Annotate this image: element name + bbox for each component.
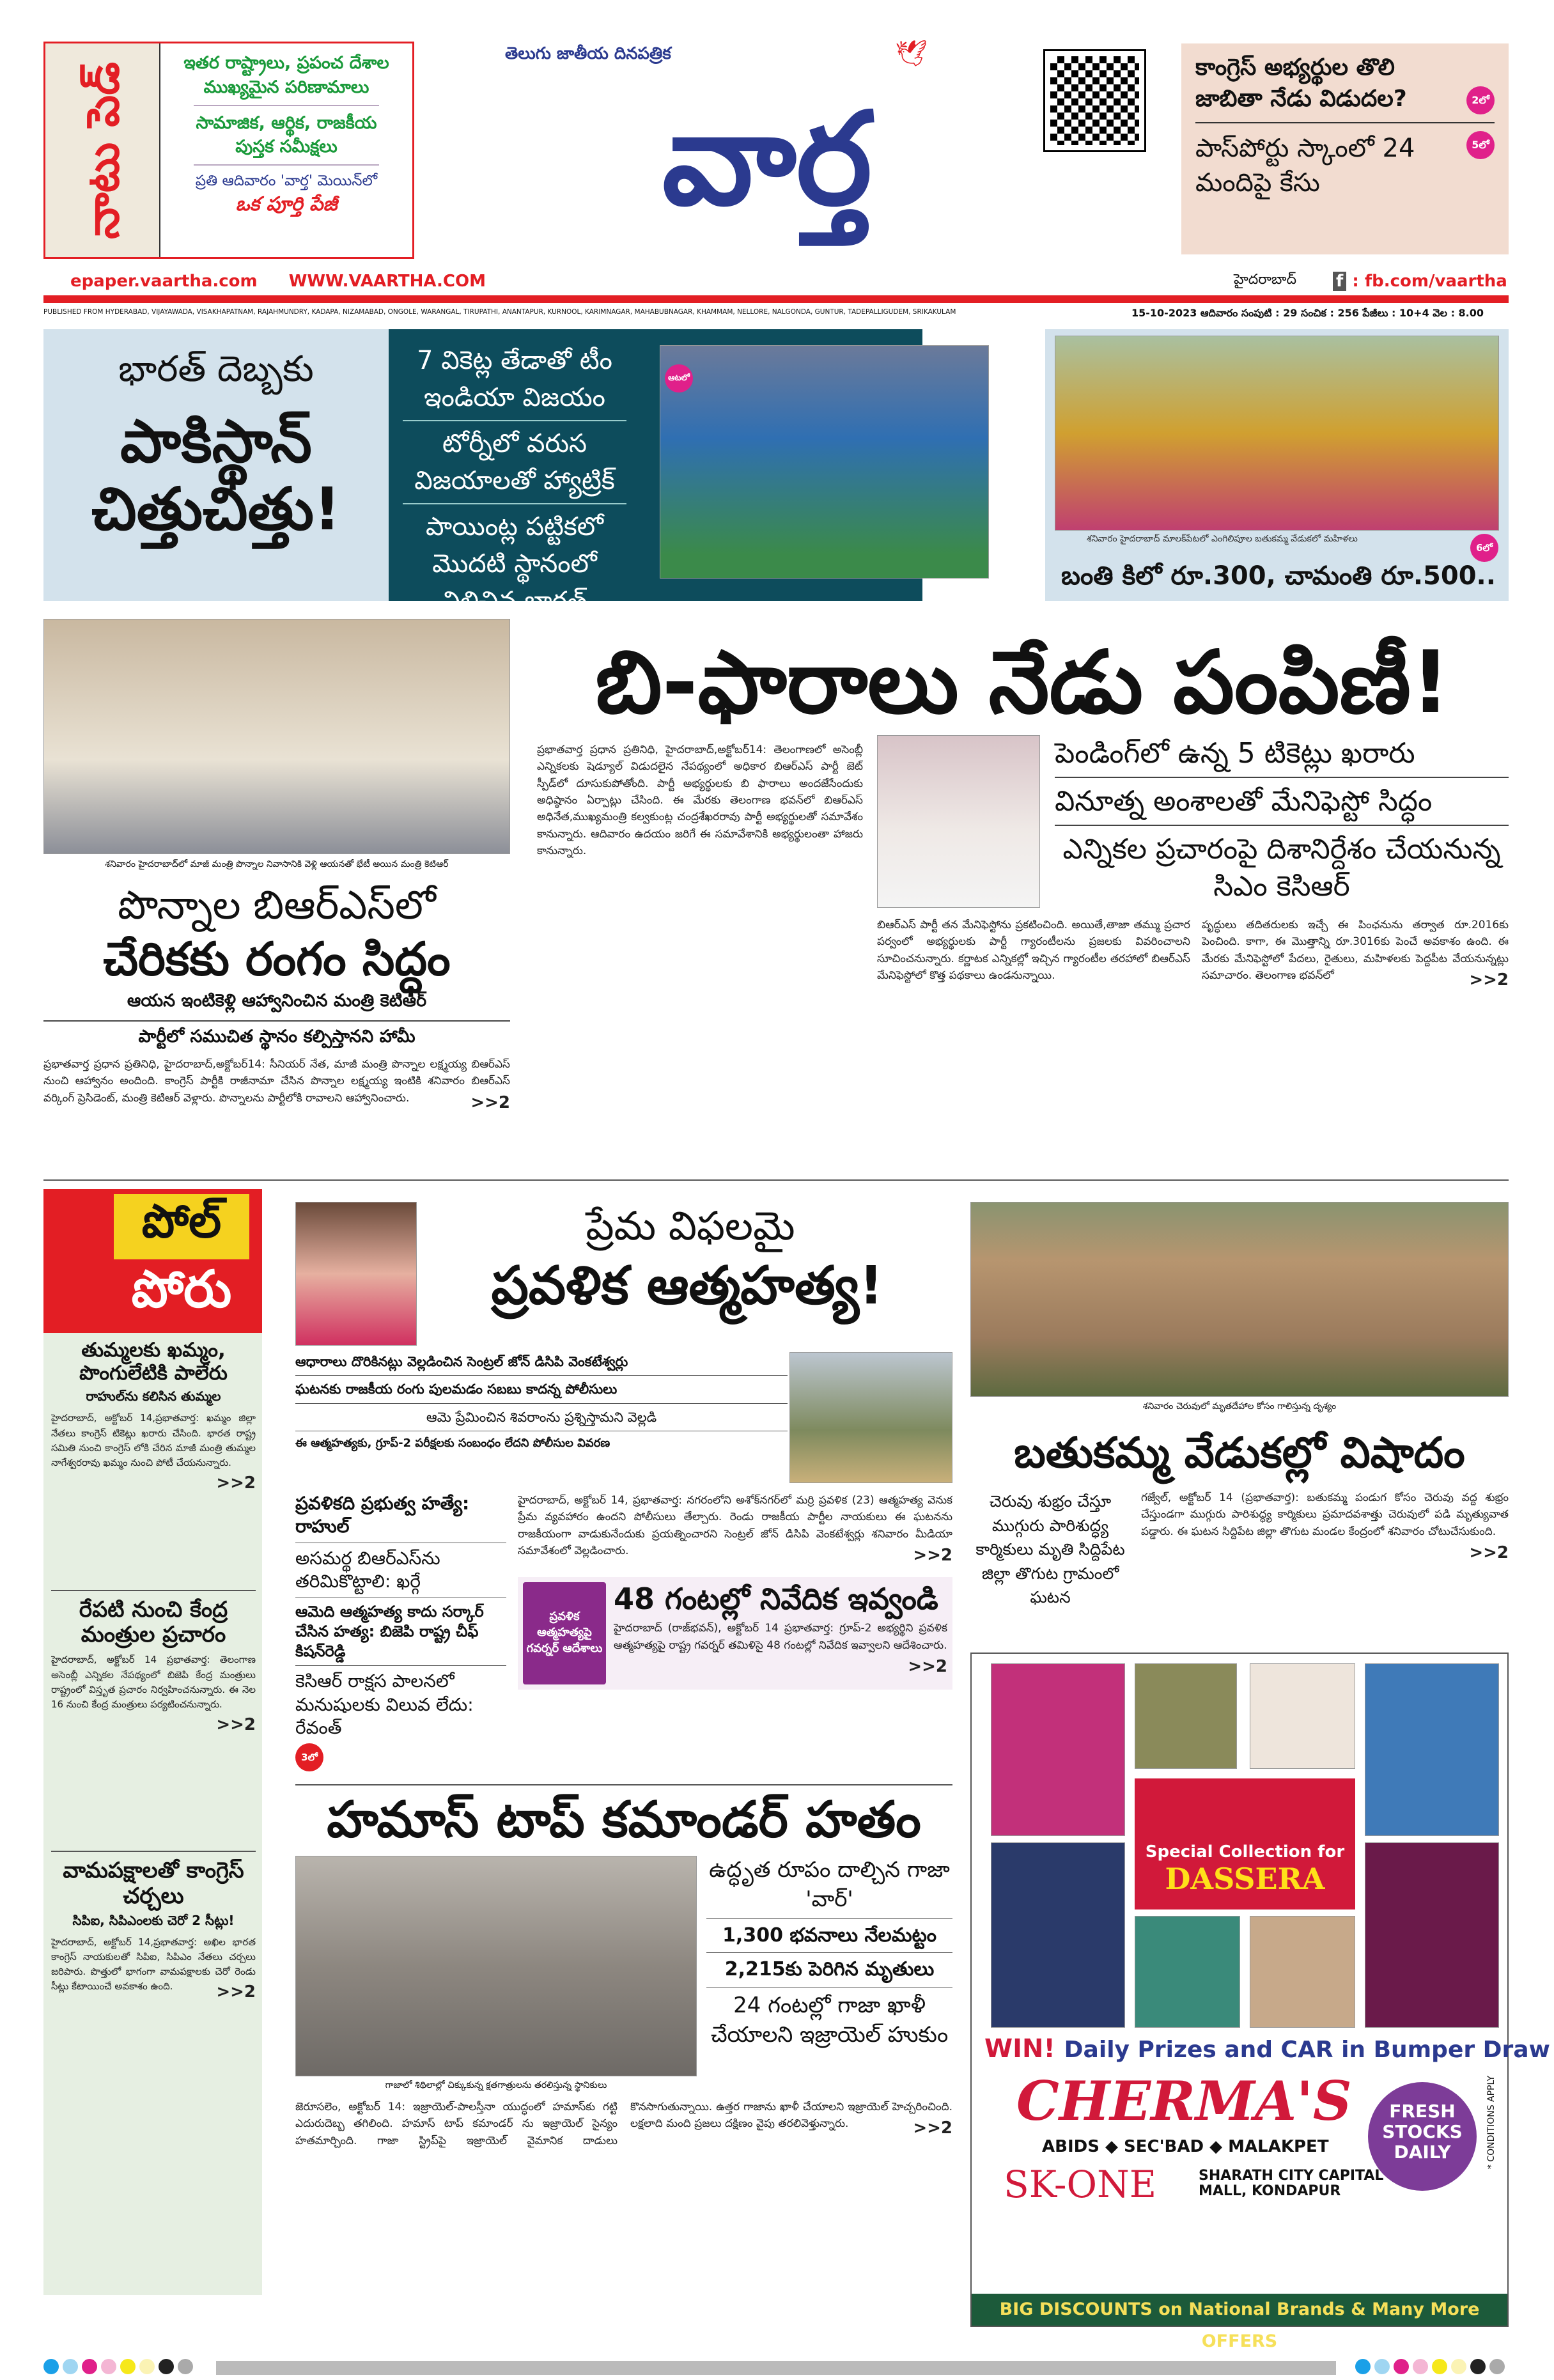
headline[interactable]: పొన్నాల బిఆర్ఎస్‌లో (118, 882, 436, 928)
article-body: జెరూసలెం, అక్టోబర్ 14: ఇజ్రాయెల్-పాలస్తీనా యుద్ధంలో హమాస్‌కు గట్టి ఎదురుదెబ్బ తగిలింది. హమాస్ టాప్ కమాండర్ ను ఇజ్రాయెల్ సైన్యం హతమార్చింది. గాజా స్ట్రిప్‌పై ఇజ్రాయెల్ వైమానిక దాడులు కొనసాగుతున్నాయి. ఉత్తర గాజాను ఖాళీ చేయాలని ఇజ్రాయెల్ హెచ్చరించింది. లక్షలాది మంది ప్రజలు దక్షిణం వైపు తరలివెళ్తున్నారు. (295, 2100, 952, 2147)
article-body: గజ్వేల్, అక్టోబర్ 14 (ప్రభాతవార్త): బతుకమ్మ పండుగ కోసం చెరువు వద్ద శుభ్రం చేస్తుండగా ముగ్గురు పారిశుద్ధ్య కార్మికులు ప్రమాదవశాత్తు చెరువులో పడి మృత్యువాత పడ్డారు. ఈ ఘటన సిద్దిపేట జిల్లా తొగుట మండల కేంద్రంలో శనివారం చోటుచేసుకుంది. (1141, 1491, 1509, 1538)
continued-link[interactable]: >>2 (216, 1715, 256, 1735)
qr-code-icon (1045, 51, 1144, 150)
ad-photo-woman (991, 1663, 1125, 1836)
side-headline[interactable]: ప్రవళికది ప్రభుత్వ హత్యే: రాహుల్ (295, 1492, 506, 1543)
photo-caption: శనివారం హైదరాబాద్ మాలక్‌పేటలో ఎంగిలిపూల బతుకమ్మ వేడుకలో మహిళలు (1087, 534, 1358, 544)
ad-photo-man (1365, 1663, 1499, 1836)
continued-link[interactable]: >>2 (470, 1093, 510, 1112)
subheadline: ఉద్ధృత రూపం దాల్చిన గాజా 'వార్' (706, 1856, 952, 1919)
sidebar-sub: సిపిఐ, సిపిఎంలకు చెరో 2 సీట్లు! (72, 1912, 235, 1928)
continued-link[interactable]: >>2 (913, 2119, 952, 2138)
continued-link[interactable]: >>2 (1469, 1543, 1509, 1563)
sidebar-sub: రాహుల్‌ను కలిసిన తుమ్మల (86, 1388, 221, 1404)
ad-photo-toddler (1250, 1916, 1355, 2028)
headline[interactable]: బతుకమ్మ వేడుకల్లో విషాదం (1014, 1428, 1465, 1477)
sidebar-headline[interactable]: రేపటి నుంచి కేంద్ర మంత్రుల ప్రచారం (79, 1597, 228, 1648)
ad-photo-boy (1135, 1663, 1237, 1769)
page-badge: 2లో (1466, 86, 1495, 114)
ad-photo-boy2 (991, 1842, 1125, 2028)
article-body: ప్రభాతవార్త ప్రధాన ప్రతినిధి, హైదరాబాద్,అక్టోబర్14: తెలంగాణలో అసెంబ్లీ ఎన్నికలకు షెడ్యూల్ విడుదలైన నేపథ్యంలో అధికార బిఆర్ఎస్ పార్టీ జెట్ స్పీడ్‌లో దూసుకుపోతోంది. పార్టీ అభ్యర్థులకు బి ఫారాలు అందజేసేందుకు అధిష్ఠానం ఏర్పాట్లు చేసింది. ఈ మేరకు తెలంగాణ భవన్‌లో బిఆర్ఎస్ అధినేత,ముఖ్యమంత్రి కల్వకుంట్ల చంద్రశేఖరరావు పార్టీ అభ్యర్థులతో సమావేశం కానున్నారు. ఆదివారం ఉదయం జరిగే ఈ సమావేశానికి అభ్యర్థులంతా హాజరు కానున్నారు. (537, 743, 863, 858)
headline[interactable]: ప్రవళిక ఆత్మహత్య! (491, 1256, 883, 1316)
article-body: హైదరాబాద్, అక్టోబర్ 14 ప్రభాతవార్త: తెలంగాణ అసెంబ్లీ ఎన్నికల నేపథ్యంలో బిజెపి కేంద్ర మంత్రులు రాష్ట్రంలో విస్తృత ప్రచారం నిర్వహించనున్నారు. ఈ నెల 16 నుంచి కేంద్ర మంత్రులు పర్యటించనున్నారు. (51, 1654, 256, 1711)
red-rule (43, 295, 1509, 303)
cricket-kicker-panel (43, 329, 389, 601)
cricket-photo (660, 345, 989, 579)
subheadline: పెండింగ్‌లో ఉన్న 5 టికెట్లు ఖరారు (1055, 735, 1509, 778)
headline[interactable]: చేరికకు రంగం సిద్ధం (103, 932, 451, 986)
promo-line: ఇతర రాష్ట్రాలు, ప్రపంచ దేశాల (183, 53, 389, 73)
subheadline: 2,215కు పెరిగిన మృతులు (706, 1953, 952, 1987)
fresh-stocks-badge: FRESH STOCKS DAILY (1368, 2082, 1477, 2191)
gaza-photo (295, 1856, 697, 2076)
continued-link[interactable]: >>2 (1469, 970, 1509, 990)
page-badge: 6లో (1470, 534, 1498, 562)
ad-photo-girl2 (1365, 1842, 1499, 2028)
subheadline: ఘటనకు రాజకీయ రంగు పులమడం సబబు కాదన్న పోలీసులు (295, 1376, 788, 1403)
continued-link[interactable]: >>2 (908, 1656, 947, 1676)
article-body: ప్రభాతవార్త ప్రధాన ప్రతినిధి, హైదరాబాద్,అక్టోబర్14: సీనియర్ నేత, మాజీ మంత్రి పొన్నాల లక్ష్మయ్య బిఆర్ఎస్ నుంచి ఆహ్వానం అందింది. కాంగ్రెస్ పార్టీకి రాజీనామా చేసిన పొన్నాల లక్ష్మయ్య ఇంటికి శనివారం బిఆర్ఎస్ వర్కింగ్ ప్రెసిడెంట్, మంత్రి కెటిఆర్ వెళ్లారు. పొన్నాలను పార్టీలోకి రావాలని ఆహ్వానించారు. (43, 1058, 510, 1105)
point: 7 వికెట్ల తేడాతో టీం ఇండియా విజయం (417, 346, 612, 412)
lead-headline[interactable]: బి-ఫారాలు నేడు పంపిణీ! (595, 632, 1450, 733)
bathukamma-photo (1055, 336, 1499, 531)
ponnala-photo (43, 619, 510, 854)
ad-footer: BIG DISCOUNTS on National Brands & Many More OFFERS (972, 2294, 1507, 2326)
promo-box (43, 42, 414, 259)
city-label: హైదరాబాద్ (1234, 272, 1296, 288)
sidebar-headline[interactable]: వామపక్షాలతో కాంగ్రెస్ చర్చలు (63, 1858, 244, 1909)
promo-highlight: ఒక పూర్తి పేజీ (235, 193, 338, 216)
photo-caption: గాజాలో శిథిలాల్లో చిక్కుకున్న క్షతగాత్రులను తరలిస్తున్న స్థానికులు (385, 2080, 607, 2090)
river-photo (970, 1202, 1509, 1397)
subheadline: ఎన్నికల ప్రచారంపై దిశానిర్దేశం చేయనున్న సిఎం కెసిఆర్ (1062, 833, 1501, 903)
brand-logo: CHERMA'S (1016, 2069, 1352, 2133)
kcr-photo (877, 735, 1040, 908)
sidebar-headline[interactable]: తుమ్మలకు ఖమ్మం, పొంగులేటికి పాలేరు (79, 1339, 228, 1385)
facebook-icon: f (1333, 272, 1346, 291)
continued-link[interactable]: >>2 (216, 1982, 256, 2002)
promo-line: ముఖ్యమైన పరిణామాలు (203, 77, 369, 97)
side-headline[interactable]: ఆమెది ఆత్మహత్య కాదు సర్కార్ చేసిన హత్య: బిజెపి రాష్ట్ర చీఫ్ కిషన్‌రెడ్డి (295, 1598, 506, 1667)
photo-caption: శనివారం చెరువులో మృతదేహాల కోసం గాలిస్తున్న దృశ్యం (1142, 1401, 1337, 1412)
teaser-box (1181, 43, 1509, 254)
side-headline[interactable]: కెసిఆర్ రాక్షస పాలనలో మనుషులకు విలువ లేదు: రేవంత్ (295, 1670, 474, 1738)
subheadline: 24 గంటల్లో గాజా ఖాళీ చేయాలని ఇజ్రాయెల్ హుకుం (710, 1992, 949, 2048)
poll-banner: పోల్ పోరు (43, 1189, 262, 1333)
article-body: హైదరాబాద్, అక్టోబర్ 14,ప్రభాతవార్త: అఖిల భారత కాంగ్రెస్ నాయకులతో సిపిఐ, సిపిఎం నేతలు చర్చలు జరిపారు. పొత్తులో భాగంగా వామపక్షాలకు చెరో రెండు సీట్లు కేటాయించే అవకాశం ఉంది. (51, 1936, 256, 1993)
headline[interactable]: పాకిస్థాన్ చిత్తుచిత్తు! (91, 407, 341, 543)
side-headline[interactable]: అసమర్థ బిఆర్ఎస్‌ను తరిమికొట్టాలి: ఖర్గే (295, 1543, 506, 1598)
subheadline: చెరువు శుభ్రం చేస్తూ ముగ్గురు పారిశుద్ధ్య కార్మికులు మృతి సిద్దిపేట జిల్లా తొగుట గ్రామంలో ఘటన (975, 1492, 1125, 1606)
headline[interactable]: హమాస్ టాప్ కమాండర్ హతం (295, 1784, 952, 1849)
subheadline: ఈ ఆత్మహత్యకు, గ్రూప్-2 పరీక్షలకు సంబంధం లేదని పోలీసుల వివరణ (295, 1436, 610, 1451)
page-badge: 3లో (295, 1743, 323, 1771)
subheadline: ఆయన ఇంటికెళ్లి ఆహ్వానించిన మంత్రి కెటిఆర్ (43, 986, 510, 1022)
headline[interactable]: 48 గంటల్లో నివేదిక ఇవ్వండి (614, 1582, 938, 1617)
promo-line: పుస్తక సమీక్షలు (235, 137, 338, 157)
subheadline: వినూత్న అంశాలతో మేనిఫెస్టో సిద్ధం (1055, 778, 1509, 826)
kicker: ప్రేమ విఫలమై (586, 1202, 795, 1249)
article-body: బిఆర్ఎస్ పార్టీ తన మేనిఫెస్టోను ప్రకటించింది. అయితే,తాజా తమ్ము ప్రచార పర్వంలో అభ్యర్థులకు పార్టీ గ్యారంటీలను ప్రజలకు వివరించాలని సూచించనున్నారు. కర్ణాటక ఎన్నికల్లో ఇచ్చిన గ్యారంటీల తరహాలో బిఆర్ఎస్ మేనిఫెస్టోలో కొత్త పథకాలు ఉండనున్నాయి. (877, 919, 1190, 983)
facebook-link[interactable]: fb.com/vaartha (1364, 272, 1507, 291)
masthead: వార్త (662, 85, 873, 234)
article-body: పృద్ధులు తదితరులకు ఇచ్చే ఈ పింఛనును తర్వాత రూ.2016కు పెంచింది. కాగా, ఈ మొత్తాన్ని రూ.3016కు పెంచే అవకాశం ఉంది. ఈ మేరకు మేనిఫెస్టోలో పేదలు, రైతులు, మహిళలకు పెద్దపీట వేయనున్నట్లు సమాచారం. తెలంగాణ భవన్‌లో (1202, 919, 1509, 983)
chermas-ad[interactable]: Special Collection for DASSERA WIN! Daily Prizes and CAR in Bumper Draw CHERMA'S ABIDS ◆ SEC'BAD ◆ MALAKPET SK-ONE SHARATH CITY CAPITAL MALL, KONDAPUR FRESH STOCKS DAILY * CONDITIONS APPLY BIG DISCOUNTS on National Brands & Many More OFFERS (970, 1653, 1509, 2327)
dassera-panel: Special Collection for DASSERA (1135, 1778, 1355, 1909)
article-body: హైదరాబాద్, అక్టోబర్ 14,ప్రభాతవార్త: ఖమ్మం జిల్లా నేతలు కాంగ్రెస్ టికెట్లు ఖరారు చేసింది. భారత రాష్ట్ర సమితి నుంచి కాంగ్రెస్ లోకి చేరిన మాజీ మంత్రి తుమ్మల నాగేశ్వరరావు ఖమ్మం నుంచి పోటీ చేయనున్నారు. (51, 1412, 256, 1469)
ad-photo-girl (1135, 1916, 1240, 2028)
continued-link[interactable]: >>2 (913, 1546, 952, 1566)
epaper-link[interactable]: epaper.vaartha.com (70, 272, 258, 291)
article-body: హైదరాబాద్, అక్టోబర్ 14, ప్రభాతవార్త: నగరంలోని అశోక్‌నగర్‌లో మర్రి ప్రవళిక (23) ఆత్మహత్య వెనుక ప్రేమ వ్యవహారం ఉందని పోలీసులు తేల్చారు. రెండు రాజకీయ పార్టీల నాయకులు ఈ ఘటనను రాజకీయంగా వాడుకునేందుకు ప్రయత్నించారని సెంట్రల్ జోన్ డిసిపి వెంకటేశ్వర్లు శనివారం మీడియా సమావేశంలో వెల్లడించారు. (518, 1494, 952, 1558)
teaser-headline[interactable]: కాంగ్రెస్ అభ్యర్థుల తొలి జాబితా నేడు విడుదల? (1195, 54, 1407, 112)
pravalika-photo (295, 1202, 417, 1346)
governor-report-box (518, 1577, 952, 1690)
report-label: ప్రవళిక ఆత్మహత్యపై గవర్నర్ ఆదేశాలు (526, 1609, 603, 1655)
promo-line: ప్రతి ఆదివారం 'వార్త' మెయిన్‌లో (195, 173, 378, 190)
point: పాయింట్ల పట్టికలో మొదటి స్థానంలో నిలిచిన భారత్ (426, 512, 603, 616)
police-photo (789, 1352, 952, 1483)
tagline: తెలుగు జాతీయ దినపత్రిక (505, 44, 671, 63)
kicker: భారత్ దెబ్బకు (118, 348, 314, 390)
subheadline: పార్టీలో సముచిత స్థానం కల్పిస్తానని హామీ (138, 1027, 416, 1047)
subheadline: ఆధారాలు దొరికినట్లు వెల్లడించిన సెంట్రల్ జోన్ డిసిపి వెంకటేశ్వర్లు (295, 1352, 788, 1376)
sports-badge: ఆటలో (665, 364, 693, 393)
photo-caption: శనివారం హైదరాబాద్‌లో మాజీ మంత్రి పొన్నాల నివాసానికి వెళ్లి ఆయనతో భేటీ అయిన మంత్రి కెటిఆర్ (105, 859, 449, 869)
headline[interactable]: బంతి కిలో రూ.300, చామంతి రూ.500.. (1061, 561, 1496, 591)
registration-bar (43, 2359, 1509, 2377)
promo-line: సామాజిక, ఆర్థిక, రాజకీయ (196, 113, 377, 133)
article-body: హైదరాబాద్ (రాజ్‌భవన్), అక్టోబర్ 14 ప్రభాతవార్త: గ్రూప్-2 అభ్యర్థిని ప్రవళిక ఆత్మహత్యపై రాష్ట్ర గవర్నర్ తమిళిసై 48 గంటల్లో నివేదిక ఇవ్వాలని ఆదేశించారు. (614, 1622, 947, 1652)
continued-link[interactable]: >>2 (216, 1474, 256, 1493)
subheadline: ఆమె ప్రేమించిన శివరాంను ప్రశ్నిస్తామని వెల్లడి (295, 1404, 788, 1431)
bird-logo-icon: 🕊 (895, 39, 928, 68)
ad-photo-baby (1250, 1663, 1355, 1769)
dateline: 15-10-2023 ఆదివారం సంపుటి : 29 సంచిక : 256 పేజీలు : 10+4 వెల : 8.00 (1131, 307, 1484, 319)
promo-logo: నాటు పెడ్ (45, 43, 160, 257)
subheadline: 1,300 భవనాలు నేలమట్టం (706, 1919, 952, 1954)
page-badge: 5లో (1466, 131, 1495, 159)
teaser-headline[interactable]: పాస్‌పోర్టు స్కాంలో 24 మందిపై కేసు (1195, 134, 1415, 198)
published-from: PUBLISHED FROM HYDERABAD, VIJAYAWADA, VISAKHAPATNAM, RAJAHMUNDRY, KADAPA, NIZAMABAD, ONGOLE, WARANGAL, TIRUPATHI, ANANTAPUR, KURNOOL, KARIMNAGAR, MAHABUBNAGAR, KHAMMAM, NELLORE, NALGONDA, GUNTUR, TADEPALLIGUDEM, SRIKAKULAM (43, 308, 956, 316)
point: టోర్నీలో వరుస విజయాలతో హ్యాట్రిక్ (414, 429, 615, 495)
website-link[interactable]: WWW.VAARTHA.COM (288, 272, 486, 291)
